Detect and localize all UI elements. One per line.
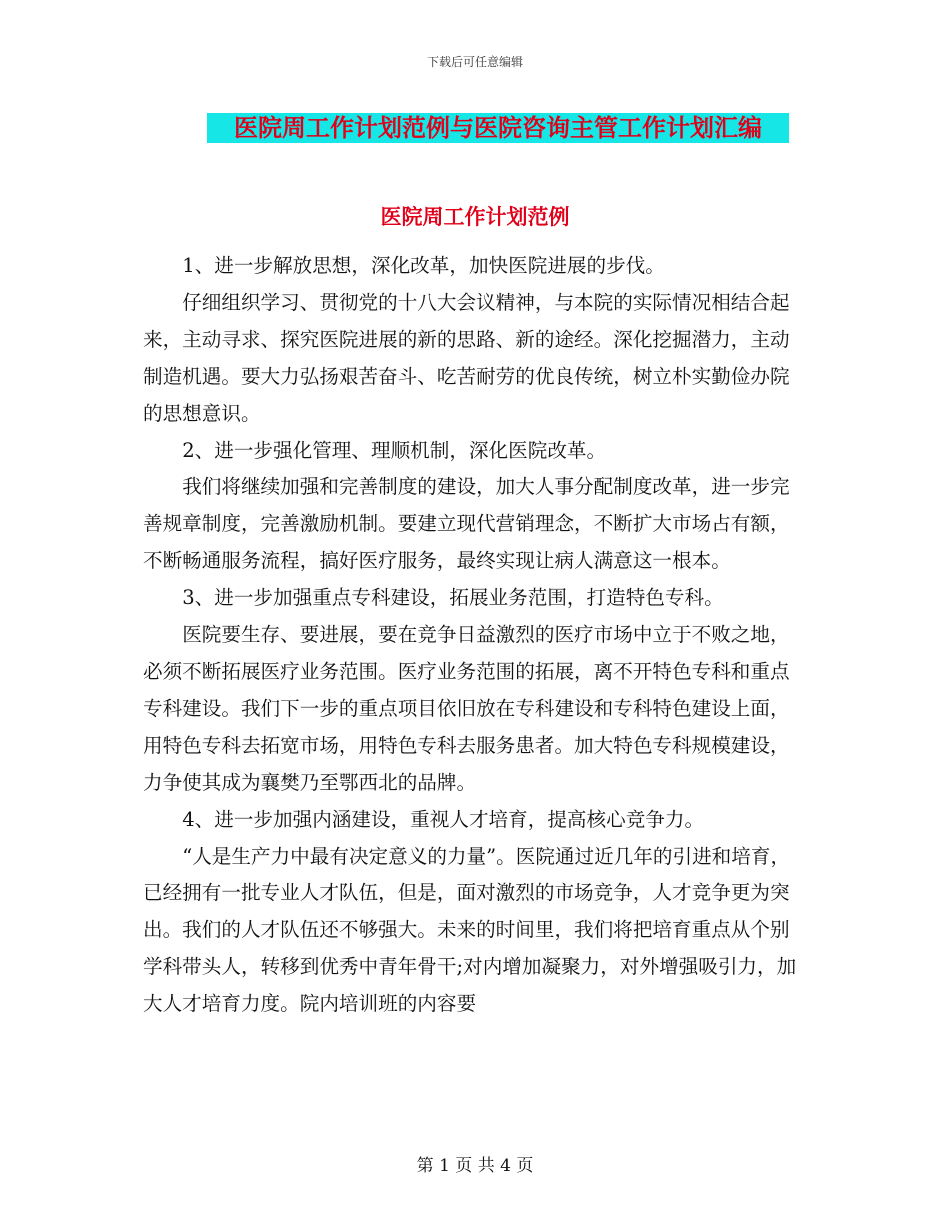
- list-item-heading: 3、进一步加强重点专科建设，拓展业务范围，打造特色专科。: [182, 586, 724, 610]
- body-text: [143, 248, 808, 1023]
- paragraph: 我们将继续加强和完善制度的建设，加大人事分配制度改革，进一步完善规章制度，完善激励机制。要建立现代营销理念，不断扩大市场占有额，不断畅通服务流程，搞好医疗服务，最终实现让病人满意这一根本。: [143, 475, 790, 573]
- paragraph: “人是生产力中最有决定意义的力量”。医院通过近几年的引进和培育，已经拥有一批专业人才队伍，但是，面对激烈的市场竞争，人才竞争更为突出。我们的人才队伍还不够强大。未来的时间里，我们将把培育重点从个别学科带头人，转移到优秀中青年骨干;对内增加凝聚力，对外增强吸引力，加大人才培育力度。院内培训班的内容要: [143, 844, 797, 1016]
- list-item-heading: 4、进一步加强内涵建设，重视人才培育，提高核心竞争力。: [182, 807, 705, 831]
- paragraph: 医院要生存、要进展，要在竞争日益激烈的医疗市场中立于不败之地，必须不断拓展医疗业务范围。医疗业务范围的拓展，离不开特色专科和重点专科建设。我们下一步的重点项目依旧放在专科建设和专科特色建设上面，用特色专科去拓宽市场，用特色专科去服务患者。加大特色专科规模建设，力争使其成为襄樊乃至鄂西北的品牌。: [143, 623, 790, 794]
- paragraph: 仔细组织学习、贯彻党的十八大会议精神，与本院的实际情况相结合起来，主动寻求、探究医院进展的新的思路、新的途经。深化挖掘潜力，主动制造机遇。要大力弘扬艰苦奋斗、吃苦耐劳的优良传统，树立朴实勤俭办院的思想意识。: [143, 290, 790, 425]
- main-title: 医院周工作计划范例与医院咨询主管工作计划汇编: [234, 114, 762, 142]
- list-item-heading: 2、进一步强化管理、理顺机制，深化医院改革。: [182, 438, 607, 462]
- main-title-highlight: [207, 113, 789, 143]
- header-note: 下载后可任意编辑: [426, 55, 523, 69]
- list-item-heading: 1、进一步解放思想，深化改革，加快医院进展的步伐。: [182, 254, 665, 277]
- page-footer: 第 1 页 共 4 页: [416, 1156, 534, 1176]
- section-subtitle: 医院周工作计划范例: [380, 205, 570, 229]
